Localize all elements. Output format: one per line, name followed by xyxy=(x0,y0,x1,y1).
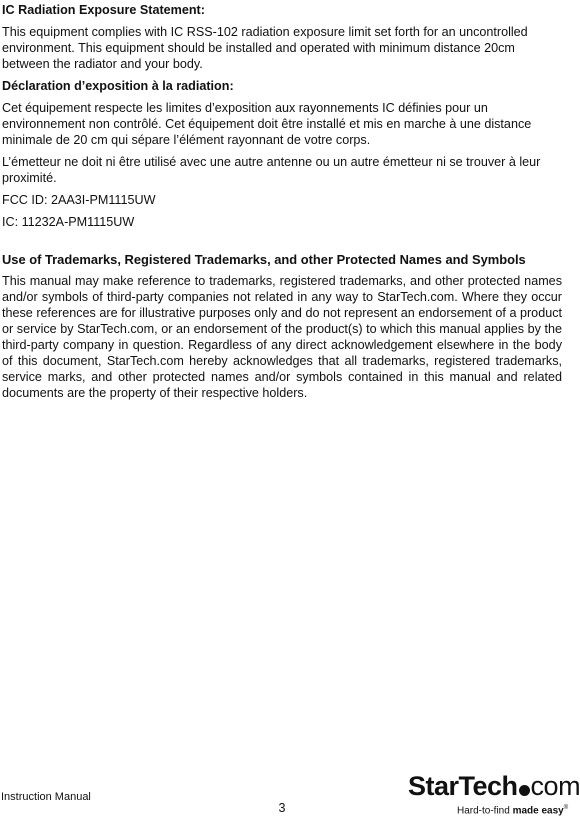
ic-heading: IC Radiation Exposure Statement: xyxy=(2,3,205,17)
logo-tagline-bold: made easy xyxy=(512,805,564,817)
startech-logo xyxy=(408,770,580,817)
ic-statement: This equipment complies with IC RSS-102 radiation exposure limit set forth for an uncontrolled environment. This equipment should be installed and operated with minimum distance 20cm between the radiator and your body. xyxy=(2,25,528,71)
logo-wordmark xyxy=(408,770,580,802)
french-statement-1: Cet équipement respecte les limites d’exposition aux rayonnements IC définies pour un environnement non contrôlé. Cet équipement doit être installé et mis en marche à une distance minimale de 20 cm qui sépare l’élément rayonnant de votre corps. xyxy=(2,101,532,147)
trademarks-heading: Use of Trademarks, Registered Trademarks, and other Protected Names and Symbols xyxy=(2,252,526,267)
logo-tagline-start: Hard-to-find xyxy=(457,805,513,817)
ic-id: IC: 11232A-PM1115UW xyxy=(2,215,135,229)
logo-tagline xyxy=(457,802,568,817)
logo-tagline-mark: ® xyxy=(563,805,569,811)
logo-dot-icon xyxy=(519,785,530,796)
document-body xyxy=(0,0,564,401)
french-heading: Déclaration d’exposition à la radiation: xyxy=(2,79,234,93)
footer-label: Instruction Manual xyxy=(1,791,91,803)
logo-word-start: StarTech xyxy=(408,771,518,801)
page-number: 3 xyxy=(278,801,286,815)
french-statement-2: L’émetteur ne doit ni être utilisé avec une autre antenne ou un autre émetteur ni se trouver à leur proximité. xyxy=(2,155,541,185)
fcc-id: FCC ID: 2AA3I-PM1115UW xyxy=(2,193,156,207)
trademarks-body: This manual may make reference to trademarks, registered trademarks, and other protected names and/or symbols of third-party companies not related in any way to StarTech.com. Where they occur these references are for illustrative purposes only and do not represent an endorsement of a product or service by StarTech.com, or an endorsement of the product(s) to which this manual applies by the third-party company in question. Regardless of any direct acknowledgement elsewhere in the body of this document, StarTech.com hereby acknowledges that all trademarks, registered trademarks, service marks, and other protected names and/or symbols contained in this manual and related documents are the property of their respective holders. xyxy=(2,274,562,400)
logo-word-end: com xyxy=(530,771,580,801)
